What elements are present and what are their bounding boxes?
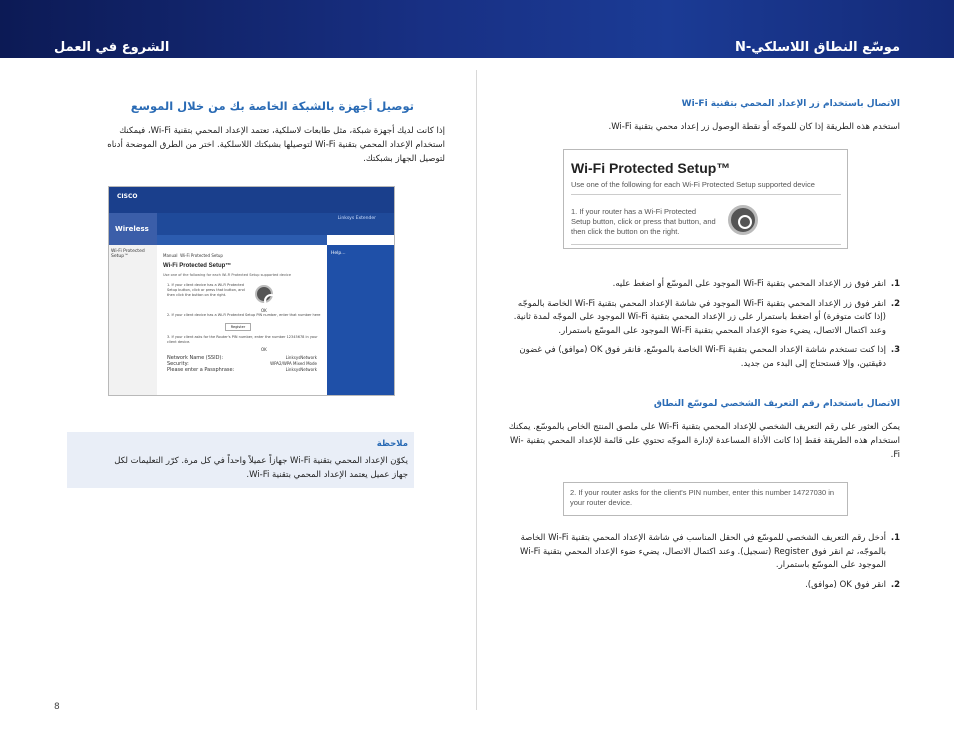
- header-right-title: موسّع النطاق اللاسلكي-N: [734, 40, 900, 55]
- section1-title: الاتصال باستخدام زر الإعداد المحمي بتقنية Wi-Fi: [681, 99, 900, 109]
- router-wps-title: Wi-Fi Protected Setup™: [163, 263, 232, 269]
- router-wps-screenshot: [108, 186, 395, 396]
- step-item: [508, 579, 900, 593]
- page-header: [0, 0, 954, 58]
- router-tabs: [157, 213, 394, 235]
- field-value: WPA2/WPA Mixed Mode: [270, 361, 317, 366]
- router-help-link[interactable]: Help...: [331, 251, 346, 256]
- note-line: يكوّن الإعداد المحمي بتقنية Wi-Fi جهازاً عميلاً واحداً في كل مرة. كرّر التعليمات لكل: [114, 456, 408, 466]
- router-ok2-button[interactable]: OK: [261, 347, 267, 352]
- pin-screenshot: [563, 482, 848, 516]
- note-box: [67, 432, 414, 488]
- section1-steps: [508, 278, 900, 377]
- step-number: 1.: [890, 279, 900, 289]
- step-item: [508, 278, 900, 292]
- router-left-panel: [109, 245, 157, 395]
- router-section-label: Wireless: [115, 225, 149, 233]
- radio-wps[interactable]: Wi-Fi Protected Setup: [180, 253, 223, 258]
- wps-button-screenshot: [563, 149, 848, 249]
- step-number: 2.: [890, 579, 900, 590]
- left-intro-line: إذا كانت لديك أجهزة شبكة، مثل طابعات لاسلكية، تعتمد الإعداد المحمي بتقنية Wi-Fi، فيمكنك: [119, 126, 445, 136]
- wps-icon[interactable]: [728, 205, 758, 235]
- step-item: [508, 532, 900, 573]
- step-text: انقر فوق زر الإعداد المحمي بتقنية Wi-Fi الموجود في شاشة الإعداد المحمي بتقنية Wi-Fi الخاصة بالموجّه (إذا كانت متوفرة) أو اضغط باستمرار على زر الإعداد المحمي بتقنية Wi-Fi الموجود على الموجّه لمدة ثانية. وعند اكتمال الاتصال، يضيء ضوء الإعداد المحمي بتقنية Wi-Fi الموجود على الموسّع باستمرار.: [513, 298, 886, 336]
- radio-manual[interactable]: Manual: [163, 253, 178, 258]
- wps-box-item: 1. If your router has a Wi-Fi Protected Setup button, click or press that button, and then click the button on the right.: [571, 207, 716, 236]
- step-text: إذا كنت تستخدم شاشة الإعداد المحمي بتقنية Wi-Fi الخاصة بالموسّع، فانقر فوق OK (موافق) في غضون دقيقتين، وإلا فستحتاج إلى البدء من جديد.: [519, 345, 886, 369]
- step-text: انقر فوق زر الإعداد المحمي بتقنية Wi-Fi الموجود على الموسّع أو اضغط عليه.: [612, 279, 886, 289]
- header-left-title: الشروع في العمل: [54, 40, 170, 55]
- section1-intro: استخدم هذه الطريقة إذا كان للموجّه أو نقطة الوصول زر إعداد محمي بتقنية Wi-Fi.: [608, 122, 900, 132]
- router-register-button[interactable]: Register: [225, 323, 251, 331]
- field-label: Network Name (SSID):: [167, 355, 224, 361]
- note-line: جهاز عميل يعتمد الإعداد المحمي بتقنية Wi-Fi.: [246, 470, 408, 480]
- note-label: ملاحظة: [376, 439, 408, 449]
- router-subtabs: [157, 235, 327, 245]
- section2-intro: يمكن العثور على رقم التعريف الشخصي للإعداد المحمي بتقنية Wi-Fi على ملصق المنتج الخاص بالموسّع. يمكنك استخدام هذه الطريقة فقط إذا كانت الأداة المساعدة لإدارة الموجّه تحتوي على قائمة للإعداد المحمي بتقنية Wi-Fi.: [508, 422, 900, 460]
- router-item2: 2. If your client device has a Wi-Fi Protected Setup PIN number, enter that number here: [167, 313, 321, 317]
- router-wps-icon[interactable]: [255, 285, 273, 303]
- router-body: [157, 245, 327, 395]
- step-number: 2.: [890, 298, 900, 309]
- router-wps-desc: Use one of the following for each Wi-Fi Protected Setup supported device: [163, 273, 291, 277]
- field-value: LinksysNetwork: [285, 355, 317, 360]
- left-section-title: توصيل أجهزة بالشبكة الخاصة بك من خلال الموسع: [130, 99, 414, 113]
- step-number: 3.: [890, 345, 900, 355]
- column-divider: [476, 70, 477, 710]
- router-help-panel: [327, 245, 394, 395]
- step-text: أدخل رقم التعريف الشخصي للموسّع في الحقل المناسب في شاشة الإعداد المحمي بتقنية Wi-Fi الخاصة بالموجّه، ثم انقر فوق Register (تسجيل). وعند اكتمال الاتصال، يضيء ضوء الإعداد المحمي بتقنية Wi-Fi الموجود على الموسّع باستمرار.: [520, 533, 886, 570]
- step-number: 1.: [890, 533, 900, 543]
- router-item3: 3. If your client asks for the Router's PIN number, enter the number 12345678 in your client device.: [167, 335, 318, 344]
- left-intro-line: استخدام الإعداد المحمي بتقنية Wi-Fi لتوصيلها بشبكتك اللاسلكية. اختر من الطرق الموضحة أدناه: [107, 140, 445, 150]
- router-left-label: Wi-Fi Protected Setup™: [111, 249, 145, 259]
- step-item: [508, 344, 900, 371]
- section2-steps: [508, 532, 900, 598]
- step-text: انقر فوق OK (موافق).: [805, 579, 886, 590]
- field-label: Please enter a Passphrase:: [167, 367, 235, 373]
- wps-box-title: Wi-Fi Protected Setup™: [571, 160, 731, 176]
- router-item1: 1. If your client device has a Wi-Fi Protected Setup button, click or press that button, and then click the button on the right.: [167, 283, 245, 297]
- router-nav-label: Linksys Extender: [337, 216, 376, 221]
- wps-box-desc: Use one of the following for each Wi-Fi Protected Setup supported device: [571, 180, 815, 189]
- router-ok-button[interactable]: OK: [261, 308, 267, 313]
- section2-title: الاتصال باستخدام رقم التعريف الشخصي لموسّع النطاق: [653, 399, 900, 409]
- step-item: [508, 298, 900, 339]
- field-label: Security:: [167, 361, 189, 367]
- router-top-bar: [109, 187, 394, 213]
- left-intro-paragraph: [67, 124, 445, 166]
- wps-box-rule: [571, 194, 841, 195]
- field-value: LinksysNetwork: [285, 367, 317, 372]
- left-intro-line: لتوصيل الجهاز بشبكتك.: [363, 154, 445, 164]
- pin-text: 2. If your router asks for the client's PIN number, enter this number 14727030 in your router device.: [570, 488, 835, 507]
- note-text: [72, 454, 408, 482]
- wps-box-rule: [571, 244, 841, 245]
- page-number: 8: [54, 702, 60, 712]
- cisco-logo: CISCO: [117, 193, 138, 200]
